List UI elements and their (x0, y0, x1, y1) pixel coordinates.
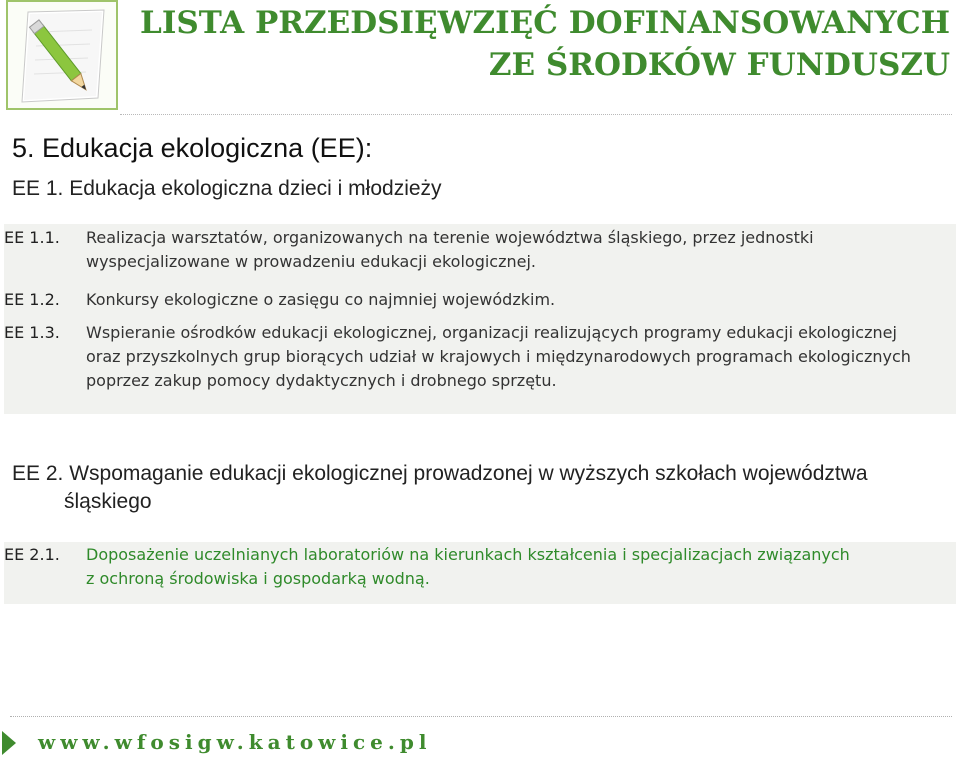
arrow-right-icon (2, 731, 16, 755)
item-text-line: z ochroną środowiska i gospodarką wodną. (86, 569, 430, 588)
group1-heading: EE 1. Edukacja ekologiczna dzieci i młodzieży (12, 177, 442, 200)
item-text-line: oraz przyszkolnych grup biorących udział w krajowych i międzynarodowych programach ekologicznych (86, 347, 911, 366)
item-text-line: Doposażenie uczelnianych laboratoriów na kierunkach kształcenia i specjalizacjach związanych (86, 545, 850, 564)
footer-website-link[interactable]: www.wfosigw.katowice.pl (38, 730, 432, 754)
page-title-line2: ZE ŚRODKÓW FUNDUSZU (488, 47, 950, 83)
notepad-pencil-icon (8, 2, 116, 108)
item-text-line: poprzez zakup pomocy dydaktycznych i drobnego sprzętu. (86, 371, 557, 390)
item-code: EE 1.2. (4, 290, 60, 309)
item-text-line: Wspieranie ośrodków edukacji ekologicznej, organizacji realizujących programy edukacji ekologicznej (86, 323, 897, 342)
group2-heading-line: śląskiego (64, 490, 152, 513)
item-text-line: wyspecjalizowane w prowadzeniu edukacji ekologicznej. (86, 252, 536, 271)
item-text (86, 288, 954, 312)
footer-divider (10, 716, 952, 717)
group2-heading-line: EE 2. Wspomaganie edukacji ekologicznej prowadzonej w wyższych szkołach województwa (12, 462, 868, 485)
item-text-line: Realizacja warsztatów, organizowanych na terenie województwa śląskiego, przez jednostki (86, 228, 814, 247)
section-title: 5. Edukacja ekologiczna (EE): (12, 133, 373, 163)
item-code: EE 1.1. (4, 228, 60, 247)
item-code: EE 2.1. (4, 545, 60, 564)
item-text-line: Konkursy ekologiczne o zasięgu co najmniej wojewódzkim. (86, 290, 556, 309)
item-code: EE 1.3. (4, 323, 60, 342)
group2-heading (12, 460, 868, 516)
logo (6, 0, 118, 110)
item-text (86, 226, 954, 274)
item-text (86, 321, 954, 393)
header-divider (120, 114, 952, 115)
item-text (86, 543, 954, 591)
page-title-line1: LISTA PRZEDSIĘWZIĘĆ DOFINANSOWANYCH (140, 5, 950, 41)
